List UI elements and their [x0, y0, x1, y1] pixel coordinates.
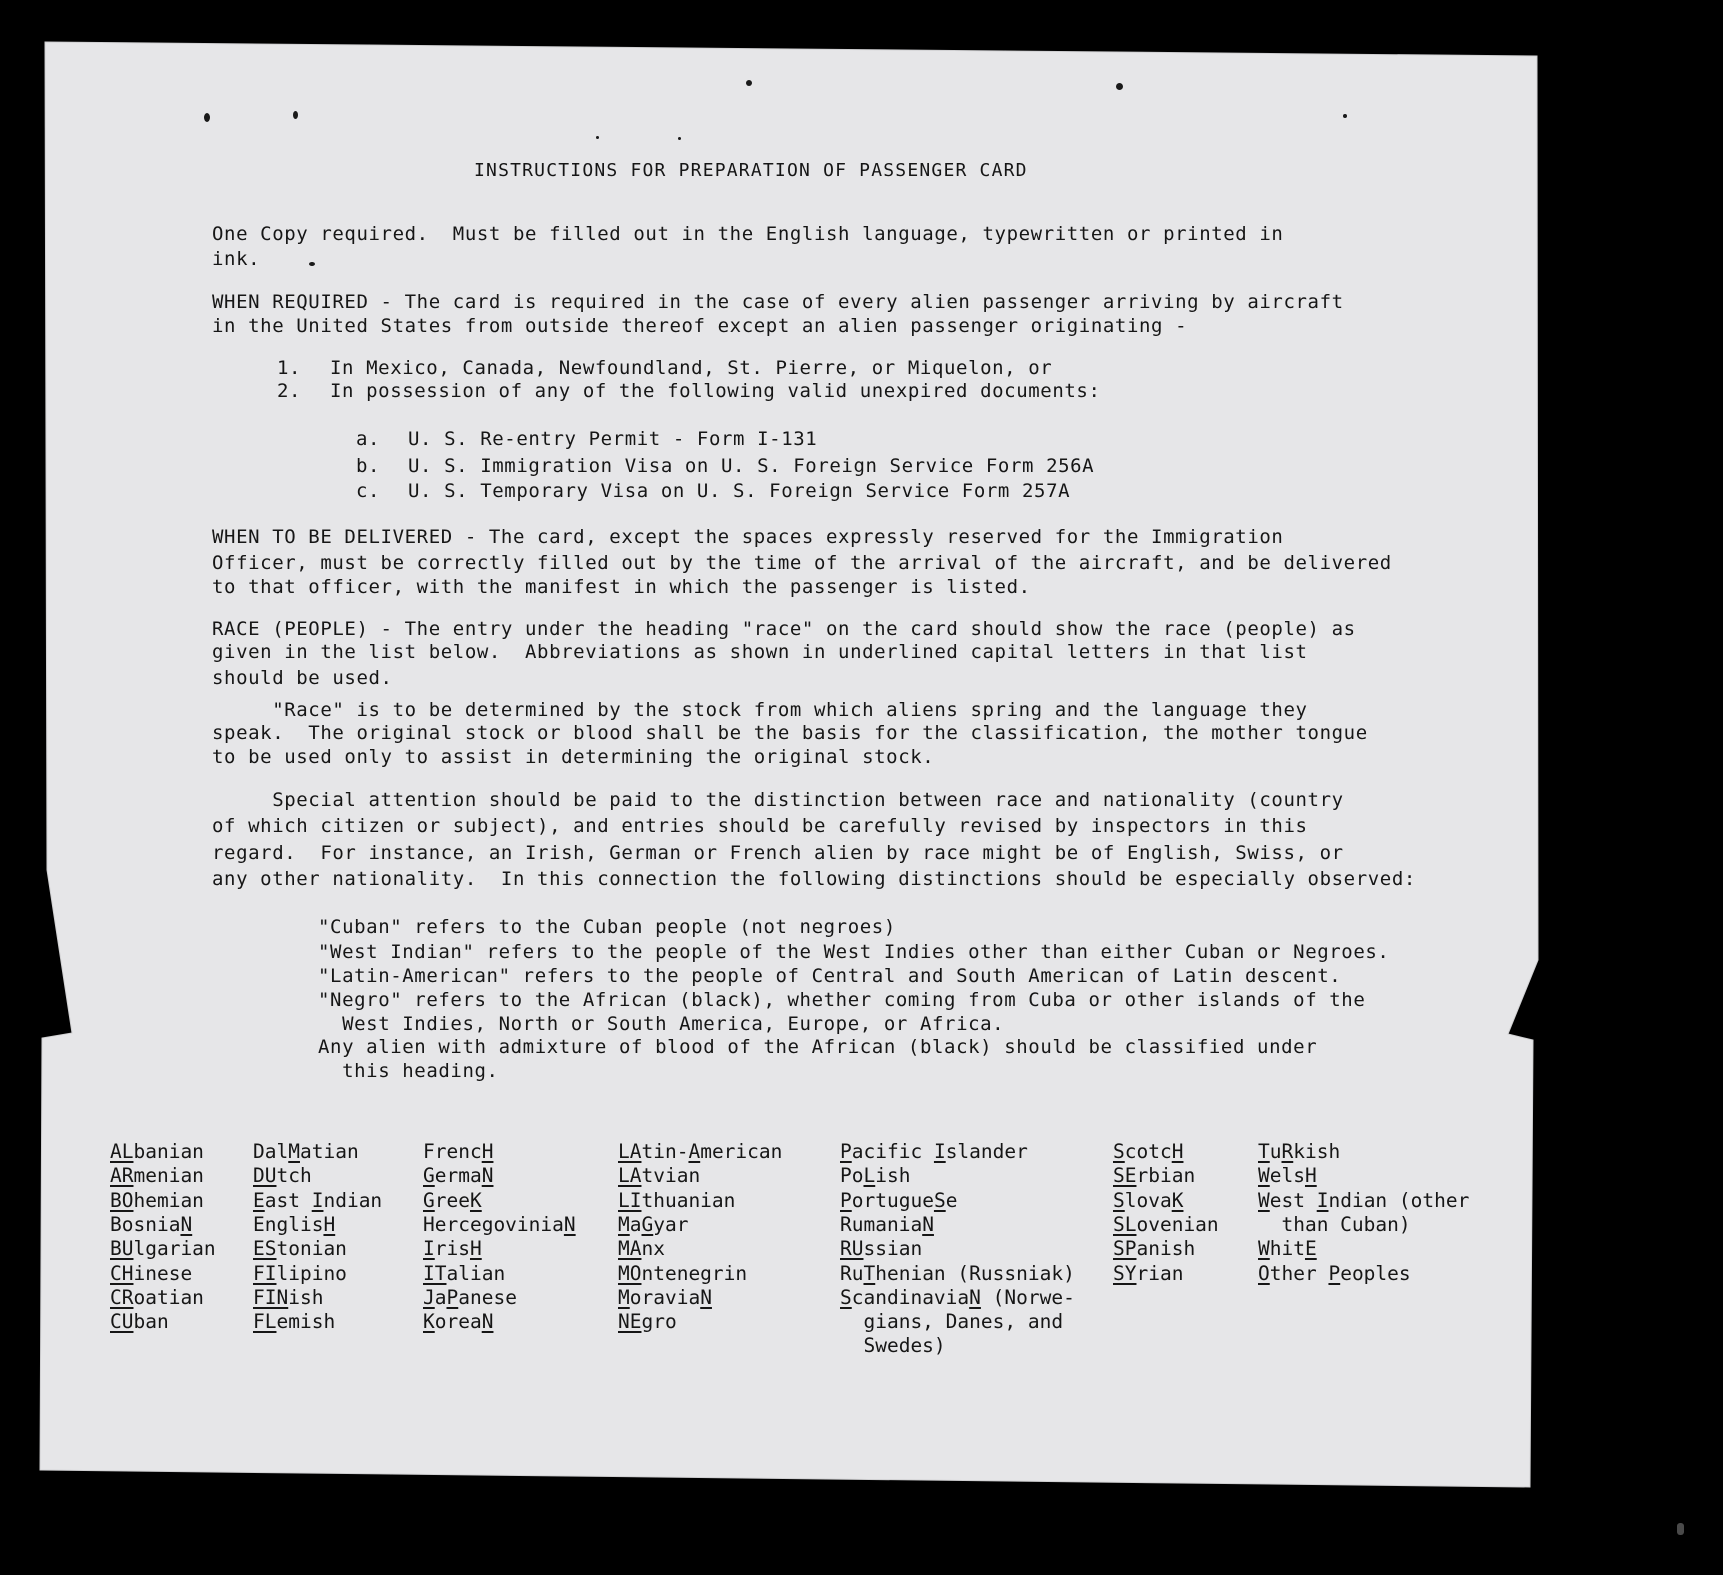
race-entry: [110, 1189, 204, 1213]
abbreviation-letters: LA: [618, 1140, 642, 1163]
race-definition-line: speak. The original stock or blood shall be the basis for the classification, the mother tongue: [212, 722, 1368, 744]
abbreviation-letters: MA: [618, 1237, 642, 1260]
list-letter: c.: [356, 480, 381, 502]
abbreviation-letters: AL: [110, 1140, 134, 1163]
abbreviation-letters: P: [1328, 1262, 1341, 1285]
distinction-line: "Cuban" refers to the Cuban people (not negroes): [318, 916, 896, 938]
race-text: erma: [434, 1164, 482, 1187]
abbreviation-letters: SE: [1113, 1164, 1137, 1187]
abbreviation-letters: IT: [423, 1262, 447, 1285]
abbreviation-letters: H: [469, 1237, 482, 1260]
special-attention-line: Special attention should be paid to the distinction between race and nationality (country: [212, 789, 1344, 811]
document-title: INSTRUCTIONS FOR PREPARATION OF PASSENGER CARD: [474, 160, 1028, 181]
list-letter: b.: [356, 455, 381, 477]
race-text: ovenian: [1136, 1213, 1219, 1236]
race-text: ssian: [863, 1237, 923, 1260]
race-text: candinavia: [851, 1286, 970, 1309]
abbreviation-letters: I: [933, 1140, 946, 1163]
when-required-line: in the United States from outside thereof except an alien passenger originating -: [212, 315, 1188, 337]
abbreviation-letters: N: [180, 1213, 193, 1236]
race-entry: [840, 1334, 946, 1358]
race-text: gro: [641, 1310, 677, 1333]
abbreviation-letters: H: [481, 1140, 494, 1163]
race-definition-line: to be used only to assist in determining the original stock.: [212, 746, 935, 768]
abbreviation-letters: RU: [840, 1237, 864, 1260]
race-text: acific: [851, 1140, 934, 1163]
race-text: tonian: [276, 1237, 347, 1260]
abbreviation-letters: I: [1316, 1189, 1329, 1212]
when-delivered-line: to that officer, with the manifest in which the passenger is listed.: [212, 576, 1031, 598]
race-text: Swedes): [840, 1334, 946, 1357]
race-entry: [1113, 1237, 1195, 1261]
race-entry: [618, 1189, 735, 1213]
race-entry: [1258, 1140, 1340, 1164]
race-entry: [1258, 1237, 1317, 1261]
race-definition-line: "Race" is to be determined by the stock from which aliens spring and the language they: [212, 699, 1308, 721]
abbreviation-letters: H: [1304, 1164, 1317, 1187]
race-text: Englis: [253, 1213, 324, 1236]
race-entry: [110, 1213, 192, 1237]
race-entry: [110, 1237, 216, 1261]
race-text: lipino: [276, 1262, 347, 1285]
race-text: ris: [434, 1237, 470, 1260]
when-delivered-line: Officer, must be correctly filled out by the time of the arrival of the aircraft, and be delivered: [212, 552, 1392, 574]
abbreviation-letters: N: [481, 1164, 494, 1187]
race-entry: [618, 1262, 747, 1286]
abbreviation-letters: P: [840, 1140, 852, 1163]
race-entry: [1113, 1189, 1183, 1213]
race-entry: [840, 1237, 922, 1261]
abbreviation-letters: N: [922, 1213, 934, 1236]
race-entry: [253, 1140, 359, 1164]
race-text: atian: [299, 1140, 359, 1163]
race-entry: [253, 1189, 382, 1213]
race-entry: [618, 1140, 782, 1164]
distinction-line: "West Indian" refers to the people of the West Indies other than either Cuban or Negroes.: [318, 941, 1390, 963]
race-entry: [1258, 1213, 1411, 1237]
race-text: ndian: [323, 1189, 383, 1212]
race-text: slander: [945, 1140, 1028, 1163]
race-text: henian (Russniak): [875, 1262, 1075, 1285]
race-text: ther: [1269, 1262, 1329, 1285]
race-text: a: [434, 1286, 447, 1309]
race-entry: [253, 1164, 312, 1188]
race-entry: [423, 1140, 493, 1164]
race-text: ntenegrin: [641, 1262, 748, 1285]
race-text: rbian: [1136, 1164, 1196, 1187]
abbreviation-letters: MO: [618, 1262, 642, 1285]
race-entry: [110, 1286, 204, 1310]
abbreviation-letters: O: [1258, 1262, 1270, 1285]
race-entry: [1113, 1140, 1183, 1164]
race-entry: [1258, 1262, 1411, 1286]
race-text: Dal: [253, 1140, 289, 1163]
race-text: u: [1269, 1140, 1282, 1163]
when-delivered-line: WHEN TO BE DELIVERED - The card, except the spaces expressly reserved for the Immigration: [212, 526, 1284, 548]
race-entry: [110, 1262, 192, 1286]
race-line: should be used.: [212, 667, 393, 689]
race-text: emish: [276, 1310, 336, 1333]
race-text: Po: [840, 1164, 864, 1187]
race-line: RACE (PEOPLE) - The entry under the heading "race" on the card should show the race (people) as: [212, 618, 1356, 640]
special-attention-line: of which citizen or subject), and entries should be carefully revised by inspectors in this: [212, 815, 1308, 837]
abbreviation-letters: LA: [618, 1164, 642, 1187]
race-entry: [1258, 1164, 1317, 1188]
race-text: thuanian: [641, 1189, 736, 1212]
abbreviation-letters: S: [933, 1189, 946, 1212]
race-text: Ru: [840, 1262, 864, 1285]
abbreviation-letters: LI: [618, 1189, 642, 1212]
document-item: U. S. Re-entry Permit - Form I-131: [408, 428, 818, 450]
abbreviation-letters: N: [481, 1310, 494, 1333]
abbreviation-letters: T: [1258, 1140, 1270, 1163]
race-text: banian: [133, 1140, 204, 1163]
race-text: cotc: [1124, 1140, 1172, 1163]
list-item: In possession of any of the following valid unexpired documents:: [330, 380, 1101, 402]
race-text: oravia: [629, 1286, 701, 1309]
race-entry: [840, 1286, 1075, 1310]
race-text: kish: [1293, 1140, 1341, 1163]
race-text: ndian (other: [1328, 1189, 1470, 1212]
abbreviation-letters: G: [423, 1189, 435, 1212]
abbreviation-letters: BO: [110, 1189, 134, 1212]
distinction-line: Any alien with admixture of blood of the African (black) should be classified under: [318, 1036, 1318, 1058]
race-text: Rumania: [840, 1213, 923, 1236]
race-entry: [840, 1189, 957, 1213]
abbreviation-letters: M: [618, 1286, 630, 1309]
abbreviation-letters: A: [688, 1140, 701, 1163]
race-text: oatian: [133, 1286, 204, 1309]
race-entry: [253, 1237, 347, 1261]
race-entry: [423, 1262, 505, 1286]
race-entry: [110, 1310, 169, 1334]
list-letter: a.: [356, 428, 381, 450]
race-entry: [423, 1286, 517, 1310]
race-text: menian: [133, 1164, 204, 1187]
race-line: given in the list below. Abbreviations as shown in underlined capital letters in that list: [212, 641, 1308, 663]
race-entry: [840, 1310, 1063, 1334]
distinction-line: "Latin-American" refers to the people of Central and South American of Latin descent.: [318, 965, 1342, 987]
abbreviation-letters: SY: [1113, 1262, 1137, 1285]
abbreviation-letters: W: [1258, 1237, 1270, 1260]
race-entry: [253, 1310, 335, 1334]
abbreviation-letters: N: [700, 1286, 712, 1309]
abbreviation-letters: E: [253, 1189, 265, 1212]
abbreviation-letters: L: [863, 1164, 876, 1187]
abbreviation-letters: S: [840, 1286, 852, 1309]
race-entry: [1258, 1189, 1469, 1213]
race-entry: [840, 1164, 910, 1188]
race-entry: [423, 1310, 493, 1334]
race-entry: [110, 1164, 204, 1188]
race-text: (Norwe-: [980, 1286, 1075, 1309]
abbreviation-letters: N: [969, 1286, 981, 1309]
race-text: ast: [264, 1189, 312, 1212]
abbreviation-letters: K: [469, 1189, 482, 1212]
race-text: tch: [276, 1164, 312, 1187]
race-entry: [618, 1213, 688, 1237]
race-entry: [840, 1262, 1075, 1286]
abbreviation-letters: H: [1171, 1140, 1184, 1163]
race-text: hit: [1269, 1237, 1305, 1260]
document-item: U. S. Immigration Visa on U. S. Foreign Service Form 256A: [408, 455, 1095, 477]
race-text: est: [1269, 1189, 1317, 1212]
special-attention-line: regard. For instance, an Irish, German or French alien by race might be of English, Swiss, or: [212, 842, 1344, 864]
race-entry: [618, 1286, 712, 1310]
abbreviation-letters: CR: [110, 1286, 134, 1309]
race-entry: [253, 1286, 323, 1310]
special-attention-line: any other nationality. In this connection the following distinctions should be especially observed:: [212, 868, 1416, 890]
distinction-line: West Indies, North or South America, Europe, or Africa.: [318, 1013, 1005, 1035]
abbreviation-letters: P: [840, 1189, 852, 1212]
race-entry: [423, 1189, 482, 1213]
list-number: 1.: [277, 357, 302, 379]
abbreviation-letters: AR: [110, 1164, 134, 1187]
race-text: merican: [700, 1140, 783, 1163]
race-entry: [840, 1140, 1028, 1164]
race-entry: [840, 1213, 934, 1237]
race-entry: [253, 1213, 335, 1237]
abbreviation-letters: SL: [1113, 1213, 1137, 1236]
abbreviation-letters: S: [1113, 1189, 1125, 1212]
abbreviation-letters: K: [423, 1310, 435, 1333]
abbreviation-letters: M: [618, 1213, 630, 1236]
race-entry: [423, 1213, 576, 1237]
abbreviation-letters: G: [423, 1164, 435, 1187]
abbreviation-letters: SP: [1113, 1237, 1137, 1260]
intro-line: ink.: [212, 248, 261, 270]
race-entry: [618, 1237, 665, 1261]
race-entry: [423, 1164, 493, 1188]
document-item: U. S. Temporary Visa on U. S. Foreign Service Form 257A: [408, 480, 1071, 502]
race-text: Bosnia: [110, 1213, 181, 1236]
race-entry: [110, 1140, 204, 1164]
race-text: hemian: [133, 1189, 204, 1212]
race-text: than Cuban): [1258, 1213, 1411, 1236]
race-text: Hercegovinia: [423, 1213, 564, 1236]
abbreviation-letters: CU: [110, 1310, 134, 1333]
race-entry: [618, 1164, 700, 1188]
intro-line: One Copy required. Must be filled out in the English language, typewritten or printed in: [212, 223, 1284, 245]
race-text: inese: [133, 1262, 193, 1285]
abbreviation-letters: K: [1171, 1189, 1184, 1212]
race-text: alian: [446, 1262, 506, 1285]
abbreviation-letters: I: [311, 1189, 324, 1212]
abbreviation-letters: CH: [110, 1262, 134, 1285]
abbreviation-letters: I: [423, 1237, 435, 1260]
race-text: ish: [288, 1286, 324, 1309]
abbreviation-letters: E: [1304, 1237, 1317, 1260]
abbreviation-letters: J: [423, 1286, 435, 1309]
race-text: yar: [653, 1213, 689, 1236]
race-text: tin-: [641, 1140, 689, 1163]
distinction-line: "Negro" refers to the African (black), whether coming from Cuba or other islands of the: [318, 989, 1366, 1011]
race-text: orea: [434, 1310, 482, 1333]
abbreviation-letters: R: [1281, 1140, 1294, 1163]
race-entry: [618, 1310, 677, 1334]
race-text: lova: [1124, 1189, 1172, 1212]
abbreviation-letters: FL: [253, 1310, 277, 1333]
race-text: gians, Danes, and: [840, 1310, 1064, 1333]
race-text: ban: [133, 1310, 169, 1333]
abbreviation-letters: ES: [253, 1237, 277, 1260]
when-required-line: WHEN REQUIRED - The card is required in the case of every alien passenger arriving by aircraft: [212, 291, 1344, 313]
abbreviation-letters: W: [1258, 1189, 1270, 1212]
race-text: anish: [1136, 1237, 1196, 1260]
abbreviation-letters: FI: [253, 1262, 277, 1285]
abbreviation-letters: DU: [253, 1164, 277, 1187]
race-text: tvian: [641, 1164, 701, 1187]
distinction-line: this heading.: [318, 1060, 499, 1082]
abbreviation-letters: NE: [618, 1310, 642, 1333]
race-entry: [423, 1237, 482, 1261]
race-entry: [1113, 1262, 1183, 1286]
race-text: lgarian: [133, 1237, 216, 1260]
race-text: ree: [434, 1189, 470, 1212]
abbreviation-letters: N: [563, 1213, 576, 1236]
race-text: els: [1269, 1164, 1305, 1187]
abbreviation-letters: P: [446, 1286, 459, 1309]
abbreviation-letters: H: [323, 1213, 336, 1236]
abbreviation-letters: W: [1258, 1164, 1270, 1187]
abbreviation-letters: M: [288, 1140, 300, 1163]
race-text: eoples: [1340, 1262, 1411, 1285]
race-entry: [1113, 1213, 1219, 1237]
race-text: nx: [641, 1237, 665, 1260]
race-text: e: [945, 1189, 958, 1212]
list-number: 2.: [277, 380, 302, 402]
race-text: ish: [875, 1164, 911, 1187]
race-entry: [253, 1262, 347, 1286]
abbreviation-letters: G: [641, 1213, 654, 1236]
abbreviation-letters: BU: [110, 1237, 134, 1260]
race-text: anese: [458, 1286, 517, 1309]
abbreviation-letters: T: [863, 1262, 876, 1285]
list-item: In Mexico, Canada, Newfoundland, St. Pierre, or Miquelon, or: [330, 357, 1053, 379]
race-text: Frenc: [423, 1140, 482, 1163]
abbreviation-letters: FIN: [253, 1286, 289, 1309]
race-text: rian: [1136, 1262, 1184, 1285]
race-text: ortugue: [851, 1189, 934, 1212]
abbreviation-letters: S: [1113, 1140, 1125, 1163]
race-text: a: [629, 1213, 642, 1236]
race-entry: [1113, 1164, 1195, 1188]
